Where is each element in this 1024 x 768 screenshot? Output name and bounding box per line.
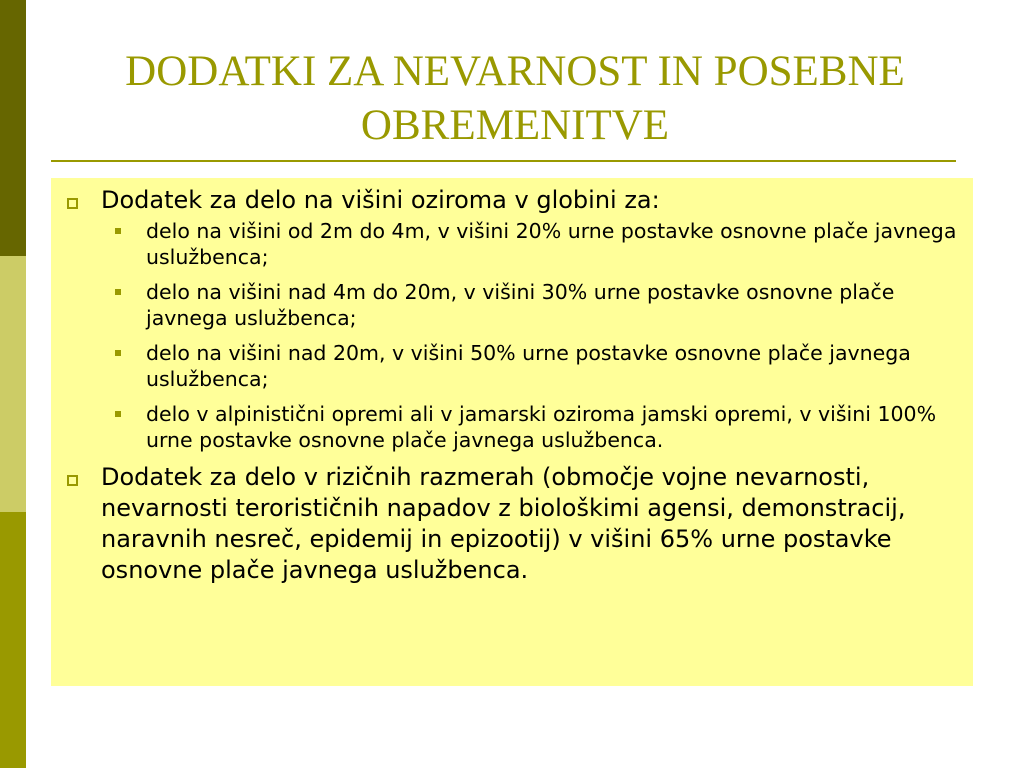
square-bullet-icon (115, 350, 121, 356)
side-bar-olive (0, 512, 26, 768)
sub-bullet-text: delo na višini nad 4m do 20m, v višini 30% urne postavke osnovne plače javnega uslužbenca; (146, 280, 895, 330)
bullet-item-text: Dodatek za delo v rizičnih razmerah (območje vojne nevarnosti, nevarnosti terorističnih napadov z biološkimi agensi, demonstracij, naravnih nesreč, epidemij in epizootij) v višini 65% urne postavke osnovne plače javnega uslužbenca. (101, 463, 906, 584)
hollow-square-bullet-icon (67, 475, 78, 486)
side-bar-dark (0, 0, 26, 256)
bullet-item-text: Dodatek za delo na višini oziroma v globini za: (101, 186, 660, 214)
sub-bullet-item (51, 218, 961, 270)
sub-bullet-item (51, 340, 961, 392)
sub-bullet-item (51, 401, 961, 453)
side-bar-light (0, 256, 26, 512)
sub-bullet-text: delo na višini od 2m do 4m, v višini 20% urne postavke osnovne plače javnega uslužbenca; (146, 219, 957, 269)
hollow-square-bullet-icon (67, 198, 78, 209)
title-divider (51, 160, 956, 162)
slide-title-line-1: DODATKI ZA NEVARNOST IN POSEBNE (125, 48, 905, 95)
slide-title (60, 45, 970, 153)
bullet-item-height-allowance (51, 185, 961, 216)
slide-title-line-2: OBREMENITVE (360, 102, 670, 149)
square-bullet-icon (115, 289, 121, 295)
sub-bullet-text: delo v alpinistični opremi ali v jamarski oziroma jamski opremi, v višini 100% urne postavke osnovne plače javnega uslužbenca. (146, 402, 937, 452)
sub-bullet-item (51, 279, 961, 331)
square-bullet-icon (115, 228, 121, 234)
sub-bullet-text: delo na višini nad 20m, v višini 50% urne postavke osnovne plače javnega uslužbenca; (146, 341, 911, 391)
bullet-item-risk-allowance (51, 462, 961, 586)
sub-list (51, 218, 961, 453)
square-bullet-icon (115, 411, 121, 417)
content-box (51, 178, 973, 686)
